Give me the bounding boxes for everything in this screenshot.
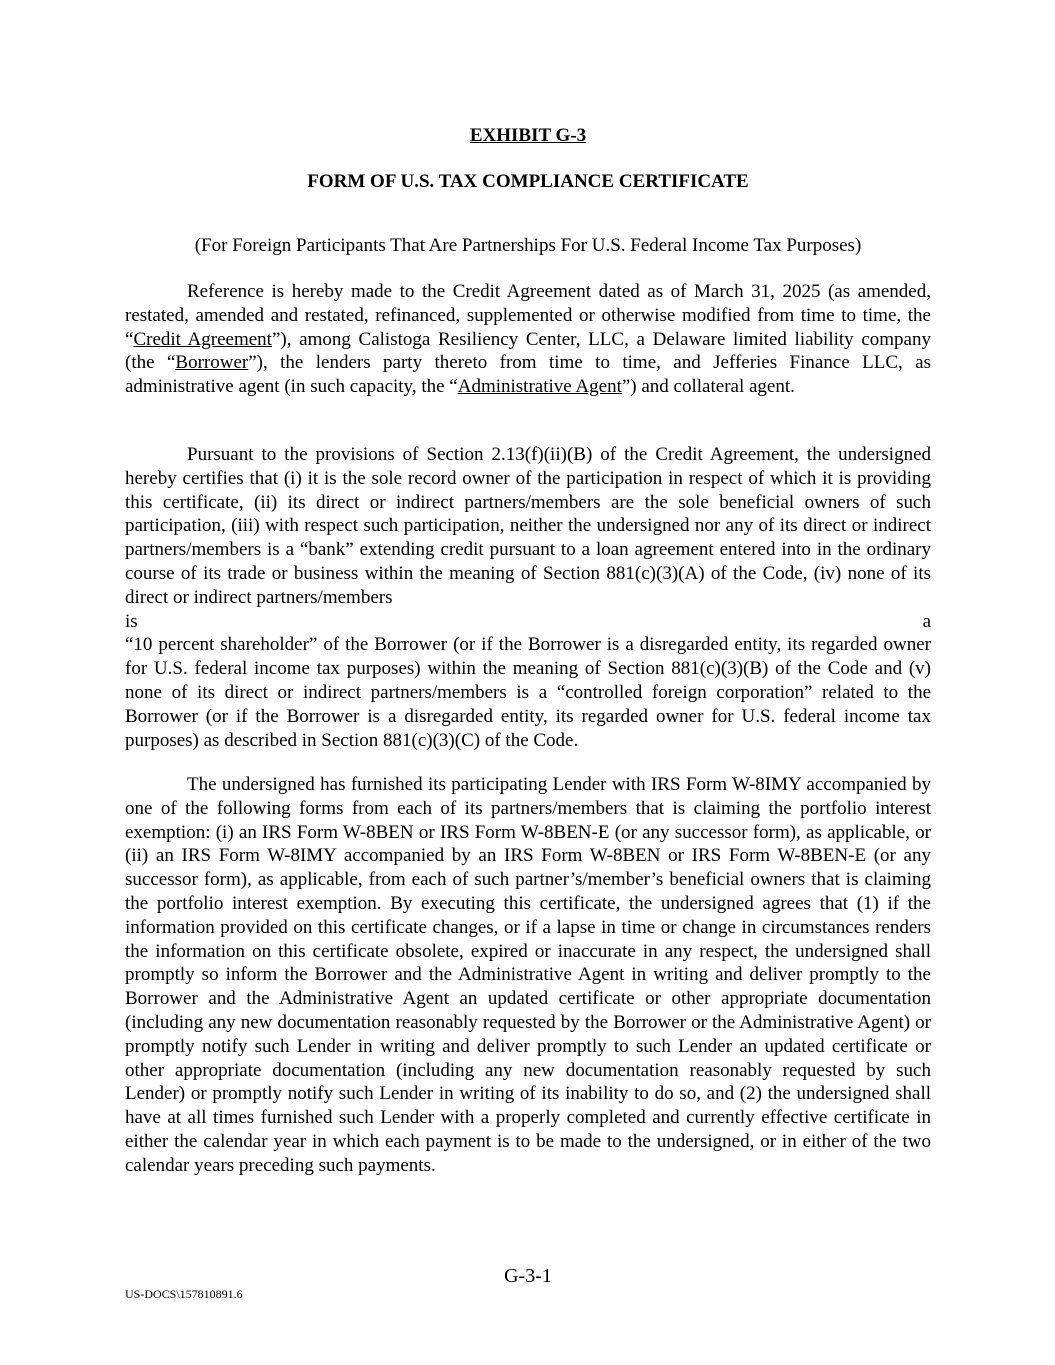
certification-paragraph <box>125 443 931 752</box>
page-number: G-3-1 <box>504 1265 552 1287</box>
document-id: US-DOCS\157810891.6 <box>125 1287 243 1301</box>
defined-term-credit-agreement: Credit Agreement <box>133 328 272 350</box>
line-start-word: is <box>125 610 138 632</box>
line-end-word: a <box>922 610 931 632</box>
paragraph-text: Reference is hereby made to the Credit Agreement dated as of March 31, 2025 (as amended, restated, amended and restated, refinanced, supplemented or otherwise modified from time to time, the “ <box>125 281 931 350</box>
paragraph-text: ”) and collateral agent. <box>621 376 795 398</box>
forms-paragraph: The undersigned has furnished its participating Lender with IRS Form W-8IMY accompanied by one of the following forms from each of its partners/members that is claiming the portfolio interest exemption: (i) an IRS Form W-8BEN or IRS Form W-8BEN-E (or any successor form), as applicable, or (ii) an IRS Form W-8IMY accompanied by an IRS Form W-8BEN or IRS Form W-8BEN-E (or any successor form), as applicable, from each of such partner’s/member’s beneficial owners that is claiming the portfolio interest exemption. By executing this certificate, the undersigned agrees that (1) if the information provided on this certificate changes, or if a lapse in time or change in circumstances renders the information on this certificate obsolete, expired or inaccurate in any respect, the undersigned shall promptly so inform the Borrower and the Administrative Agent in writing and deliver promptly to the Borrower and the Administrative Agent an updated certificate or other appropriate documentation (including any new documentation reasonably requested by the Borrower or the Administrative Agent) or promptly notify such Lender in writing and deliver promptly to such Lender an updated certificate or other appropriate documentation (including any new documentation reasonably requested by such Lender) or promptly notify such Lender in writing of its inability to do so, and (2) the undersigned shall have at all times furnished such Lender with a properly completed and currently effective certificate in either the calendar year in which each payment is to be made to the undersigned, or in either of the two calendar years preceding such payments. <box>125 774 931 1176</box>
paragraph-text: “10 percent shareholder” of the Borrower (or if the Borrower is a disregarded entity, its regarded owner for U.S. federal income tax purposes) within the meaning of Section 881(c)(3)(B) of the Code and (v) none of its direct or indirect partners/members is a “controlled foreign corporation” related to the Borrower (or if the Borrower is a disregarded entity, its regarded owner for U.S. federal income tax purposes) as described in Section 881(c)(3)(C) of the Code. <box>125 634 931 751</box>
defined-term-administrative-agent: Administrative Agent <box>457 376 622 398</box>
paragraph-text: ”), the lenders party thereto from time to time, and Jefferies Finance LLC, as administrative agent (in such capacity, the “ <box>125 352 931 398</box>
exhibit-heading: EXHIBIT G-3 <box>469 125 587 146</box>
reference-paragraph <box>125 280 931 399</box>
paragraph-text: ”), among Calistoga Resiliency Center, LLC, a Delaware limited liability company (the “ <box>125 328 931 374</box>
justified-line <box>125 610 931 634</box>
defined-term-borrower: Borrower <box>175 352 249 374</box>
form-subtitle: (For Foreign Participants That Are Partnerships For U.S. Federal Income Tax Purposes) <box>194 235 862 256</box>
form-title: FORM OF U.S. TAX COMPLIANCE CERTIFICATE <box>307 171 749 192</box>
paragraph-text: Pursuant to the provisions of Section 2.13(f)(ii)(B) of the Credit Agreement, the undersigned hereby certifies that (i) it is the sole record owner of the participation in respect of which it is providing this certificate, (ii) its direct or indirect partners/members are the sole beneficial owners of such participation, (iii) with respect such participation, neither the undersigned nor any of its direct or indirect partners/members is a “bank” extending credit pursuant to a loan agreement entered into in the ordinary course of its trade or business within the meaning of Section 881(c)(3)(A) of the Code, (iv) none of its direct or indirect partners/members <box>125 444 931 608</box>
